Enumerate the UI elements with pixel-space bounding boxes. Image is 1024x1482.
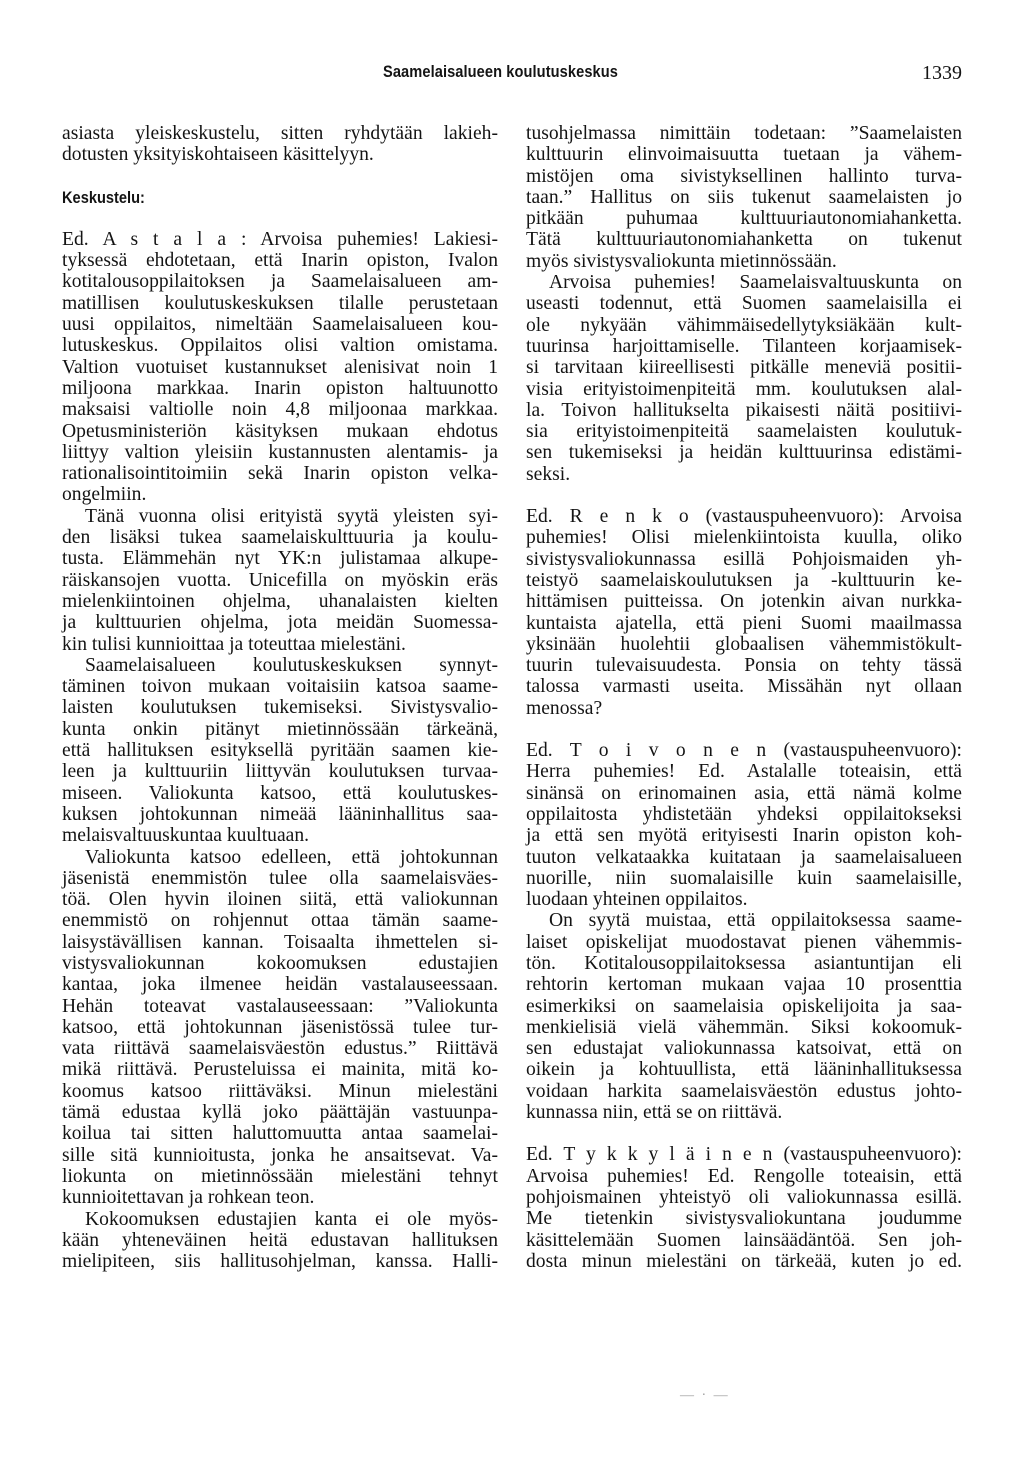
text-line: liokunta on mietinnössään mielestäni tehnyt: [62, 1165, 498, 1187]
text-line: myös sivistysvaliokunta mietinnössään.: [526, 250, 837, 272]
text-line: lutuskeskus. Oppilaitos olisi valtion omistama.: [62, 335, 498, 357]
text-line: den lisäksi tukea saamelaiskulttuuria ja koulu-: [62, 527, 498, 549]
text-line: tuurinsa harjoittamiselle. Tilanteen korjaamisek-: [526, 335, 962, 357]
text-line: Tätä kulttuuriautonomiahanketta on tukenut: [526, 229, 962, 251]
text-line: si tarvitaan kiireellisesti pitkälle meneviä positii-: [526, 357, 962, 379]
text-line: rationalisointitoimiin sekä Inarin opiston velka-: [62, 463, 498, 485]
text-line: teistyö saamelaiskoulutuksen ja -kulttuurin ke-: [526, 569, 962, 591]
text-line: Herra puhemies! Ed. Astalalle toteaisin, että: [526, 761, 962, 783]
text-line: täminen toivon mukaan voitaisiin katsoa saame-: [62, 676, 498, 698]
text-line: kin tulisi kunnioittaa ja toteuttaa mielestäni.: [62, 633, 406, 655]
text-line: sivistysvaliokunnassa esillä Pohjoismaiden yh-: [526, 548, 962, 570]
text-line: koilua tai sitten haluttomuutta antaa saamelai-: [62, 1123, 498, 1145]
paragraph-gap: [526, 719, 962, 740]
text-line: nuorille, niin suomalaisille kuin saamelaisille,: [526, 867, 962, 889]
text-line: Arvoisa puhemies! Saamelaisvaltuuskunta on: [549, 272, 962, 294]
text-line: hittämisen puitteissa. On jotenkin aivan nurkka-: [526, 591, 962, 613]
text-line: oikein ja kohtuullista, että lääninhallituksessa: [526, 1059, 962, 1081]
text-line: On syytä muistaa, että oppilaitoksessa saame-: [549, 910, 962, 932]
text-line: tuuton velkataakka kuitataan ja saamelaisalueen: [526, 846, 962, 868]
paragraph-gap: [62, 208, 498, 229]
text-line: uusi oppilaitos, nimeltään Saamelaisalueen kou-: [62, 314, 498, 336]
text-line: koomus katsoo riittäväksi. Minun mielestäni: [62, 1080, 498, 1102]
text-line: että hallituksen esityksellä pyritään saamen kie-: [62, 740, 498, 762]
paragraph-gap: [526, 1123, 962, 1144]
text-line: puhemies! Olisi mielenkiintoista kuulla, oliko: [526, 527, 962, 549]
text-line: ja kulttuurien ohjelma, jota meidän Suomessa-: [62, 612, 498, 634]
text-line: mistöjen oma sivistyksellinen hallinto turva-: [526, 165, 962, 187]
text-line: Kokoomuksen edustajien kanta ei ole myös-: [85, 1208, 498, 1230]
text-line: sinänsä on erinomainen asia, että nämä kolme: [526, 782, 962, 804]
text-line: sen edustajat valiokunnassa katsoivat, että on: [526, 1038, 962, 1060]
text-line: kunnioitettavan ja rohkean teon.: [62, 1187, 315, 1209]
text-line: maksaisi valtiolle noin 4,8 miljoonaa markkaa.: [62, 399, 498, 421]
footer-marks: — · —: [680, 1388, 730, 1403]
text-line: laisystävällisen kannan. Toisaalta ihmettelen si-: [62, 931, 498, 953]
text-line: tyksessä ehdotetaan, että Inarin opiston, Ivalon: [62, 250, 498, 272]
text-line: useasti todennut, että Suomen saamelaisilla ei: [526, 293, 962, 315]
text-line: Tänä vuonna olisi erityistä syytä yleisten syi-: [85, 505, 498, 527]
text-line: tuurin tulevaisuudesta. Ponsia on tehty tässä: [526, 655, 962, 677]
text-line: Ed. T y k k y l ä i n e n (vastauspuheenvuoro):: [526, 1144, 962, 1166]
text-line: pohjoismainen yhteistyö oli valiokunnassa esillä.: [526, 1186, 962, 1208]
text-line: melaisvaltuuskuntaa kuultuaan.: [62, 825, 310, 847]
text-line: Ed. R e n k o (vastauspuheenvuoro): Arvoisa: [526, 506, 962, 528]
text-line: Opetusministeriön käsityksen mukaan ehdotus: [62, 420, 498, 442]
text-line: ongelmiin.: [62, 484, 147, 506]
text-line: sille sitä kunnioitusta, jonka he ansaitsevat. Va-: [62, 1144, 498, 1166]
text-line: vistysvaliokunnan kokoomuksen edustajien: [62, 952, 498, 974]
text-line: Valtion vuotuiset kustannukset alenisivat noin 1: [62, 356, 498, 378]
text-line: visia erityistoimenpiteitä mm. koulutuksen alal-: [526, 378, 962, 400]
text-line: Valiokunta katsoo edelleen, että johtokunnan: [85, 846, 498, 868]
text-line: matillisen koulutuskeskuksen tilalle perustetaan: [62, 292, 498, 314]
text-line: rehtorin kertoman mukaan vajaa 10 prosenttia: [526, 974, 962, 996]
text-line: kotitalousoppilaitoksen ja Saamelaisalueen am-: [62, 271, 498, 293]
text-line: mielipiteen, siis hallitusohjelman, kanssa. Halli-: [62, 1251, 498, 1273]
text-line: Hehän toteavat vastalauseessaan: ”Valiokunta: [62, 995, 498, 1017]
text-line: sen tukemiseksi ja heidän kulttuurinsa edistämi-: [526, 442, 962, 464]
text-line: kuntaista ajatella, että pieni Suomi maailmassa: [526, 612, 962, 634]
text-line: dotusten yksityiskohtaiseen käsittelyyn.: [62, 144, 374, 166]
text-line: laiset opiskelijat muodostavat pienen vähemmis-: [526, 931, 962, 953]
text-line: katsoo, että johtokunnan jäsenistössä tulee tur-: [62, 1016, 498, 1038]
text-line: yksinään huolehtii globaalisen vähemmistökult-: [526, 633, 962, 655]
text-line: talossa varmasti useita. Missähän nyt ollaan: [526, 676, 962, 698]
text-line: kuksen johtokunnan nimeää lääninhallitus saa-: [62, 803, 498, 825]
text-line: kunta onkin pitänyt mietinnössään tärkeänä,: [62, 718, 498, 740]
text-line: menossa?: [526, 697, 603, 719]
text-line: esimerkiksi on saamelaisia opiskelijoita ja saa-: [526, 995, 962, 1017]
running-title: Saamelaisalueen koulutuskeskus: [383, 62, 618, 81]
text-line: vata riittävä saamelaisväestön edustus.” Riittävä: [62, 1038, 498, 1060]
right-text-column: [526, 123, 962, 1272]
text-line: mikä riittävä. Perusteluissa ei mainita, mitä ko-: [62, 1059, 498, 1081]
text-line: Ed. T o i v o n e n (vastauspuheenvuoro):: [526, 740, 962, 762]
paragraph-gap: [62, 166, 498, 187]
text-line: tusohjelmassa nimittäin todetaan: ”Saamelaisten: [526, 123, 962, 144]
text-line: Saamelaisalueen koulutuskeskuksen synnyt-: [85, 654, 498, 676]
text-line: mielenkiintoinen ohjelma, uhanalaisten kielten: [62, 590, 498, 612]
text-line: jäsenistä enemmistön tulee olla saamelaisväes-: [62, 867, 498, 889]
text-line: kantaa, joka ilmenee heidän vastalauseessaan.: [62, 974, 498, 996]
text-line: tusta. Elämmehän nyt YK:n julistamaa alkupe-: [62, 548, 498, 570]
text-line: Ed. A s t a l a : Arvoisa puhemies! Lakiesi-: [62, 228, 498, 250]
text-line: seksi.: [526, 463, 571, 485]
text-line: luodaan yhteinen oppilaitos.: [526, 889, 748, 911]
text-line: asiasta yleiskeskustelu, sitten ryhdytään lakieh-: [62, 123, 498, 144]
page-header: [0, 62, 1024, 92]
text-line: Arvoisa puhemies! Ed. Rengolle toteaisin, että: [526, 1165, 962, 1187]
text-line: enemmistö on rohjennut ottaa tämän saame-: [62, 910, 498, 932]
text-line: miseen. Valiokunta katsoo, että koulutuskes-: [62, 782, 498, 804]
text-line: voidaan harkita saamelaisväestön edustus johto-: [526, 1080, 962, 1102]
text-line: oppilaitosta yhdistetään yhdeksi oppilaitokseksi: [526, 803, 962, 825]
paragraph-gap: [526, 485, 962, 506]
text-line: tämä edustaa kyllä joko päättäjän vastuunpa-: [62, 1102, 498, 1124]
text-line: laisten koulutuksen tukemiseksi. Sivistysvalio-: [62, 697, 498, 719]
text-line: sia erityistoimenpiteitä saamelaisten koulutuk-: [526, 421, 962, 443]
text-line: miljoona markkaa. Inarin opiston haltuunotto: [62, 377, 498, 399]
page-number: 1339: [922, 62, 962, 84]
text-line: ja että sen myötä erityisesti Inarin opiston koh-: [526, 825, 962, 847]
text-line: menkielisiä vielä vähemmän. Siksi kokoomuk-: [526, 1016, 962, 1038]
text-line: töä. Olen hyvin iloinen siitä, että valiokunnan: [62, 889, 498, 911]
text-line: käsittelemään Suomen lainsäädäntöä. Sen joh-: [526, 1229, 962, 1251]
text-line: taan.” Hallitus on siis tukenut saamelaisten jo: [526, 186, 962, 208]
text-line: ole nykyään vähimmäisedellytyksiäkään kult-: [526, 314, 962, 336]
text-line: dosta minun mielestäni on tärkeää, kuten jo ed.: [526, 1250, 962, 1272]
text-line: liittyy valtion yleisiin kustannusten alentamis- ja: [62, 441, 498, 463]
text-line: kulttuurin elinvoimaisuutta tuetaan ja vähem-: [526, 144, 962, 166]
text-line: kunnassa niin, että se on riittävä.: [526, 1102, 783, 1124]
text-line: tön. Kotitalousoppilaitoksessa asiantuntijan eli: [526, 952, 962, 974]
text-line: leen ja kulttuuriin liittyvän koulutuksen turvaa-: [62, 761, 498, 783]
left-text-column: [62, 123, 498, 1272]
text-line: la. Toivon hallitukselta pikaisesti näitä positiivi-: [526, 399, 962, 421]
text-line: kään yhteneväinen heitä edustavan hallituksen: [62, 1229, 498, 1251]
section-heading: Keskustelu:: [62, 187, 145, 207]
text-line: räiskansojen vuotta. Unicefilla on myöskin eräs: [62, 569, 498, 591]
text-line: Me tietenkin sivistysvaliokuntana joudumme: [526, 1208, 962, 1230]
text-line: pitkään puhumaa kulttuuriautonomiahanketta.: [526, 208, 962, 230]
